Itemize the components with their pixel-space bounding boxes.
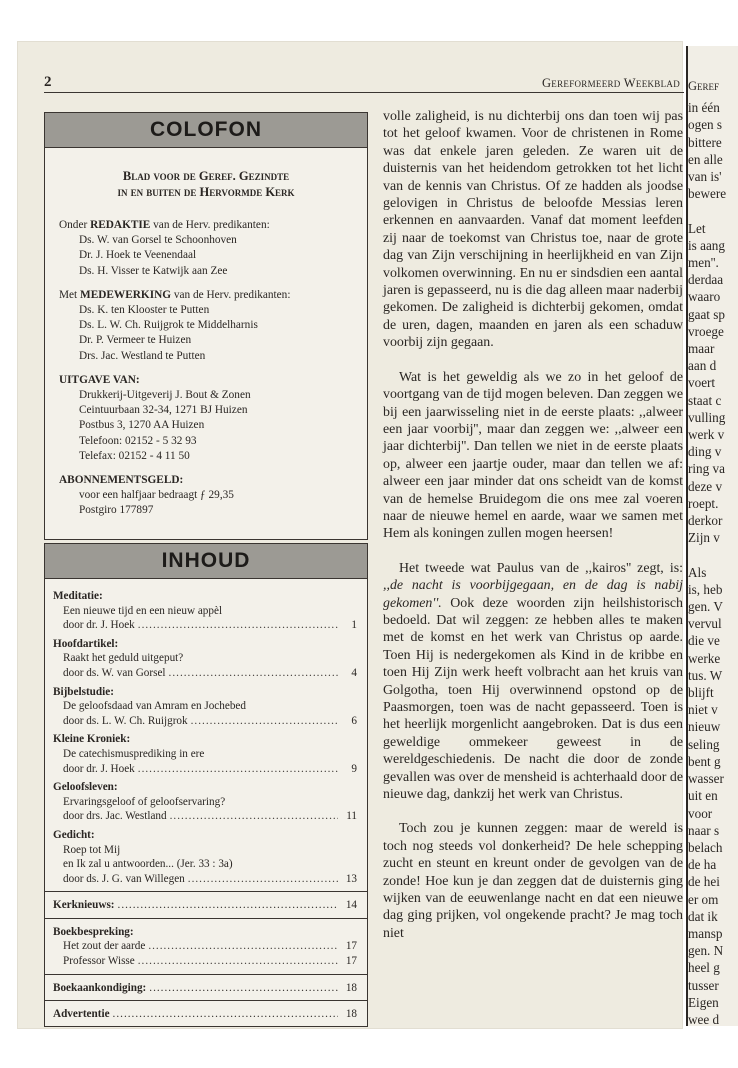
toc-section — [53, 589, 357, 633]
subscription-line: voor een halfjaar bedraagt ƒ 29,35 — [79, 489, 234, 502]
toc-entry[interactable] — [53, 939, 357, 954]
next-page-line: derkor — [688, 513, 723, 529]
next-page-line: Eigen — [688, 994, 719, 1010]
next-page-line: gen. V — [688, 599, 723, 615]
next-page-line: vulling — [688, 409, 726, 425]
next-page-line: er om — [688, 891, 719, 907]
toc-page: 6 — [351, 714, 357, 727]
subscription-line: Postgiro 177897 — [79, 504, 154, 517]
toc-section-title: Gedicht: — [53, 828, 95, 841]
toc-line: Het zout der aarde — [63, 940, 146, 953]
next-page-line: werke — [688, 650, 721, 666]
next-page-line: Zijn v — [688, 530, 720, 546]
next-page-line: Als — [688, 564, 707, 580]
toc-entry[interactable] — [53, 898, 357, 913]
leader-dots — [149, 981, 338, 996]
publisher-line: Telefax: 02152 - 4 11 50 — [79, 449, 190, 462]
next-page-line: bewere — [688, 186, 727, 202]
next-page-line: waaro — [688, 289, 721, 305]
toc-divider — [45, 974, 367, 975]
inhoud-box — [44, 543, 368, 1027]
next-page-line: ring va — [688, 461, 725, 477]
next-page-line: in één — [688, 100, 720, 116]
next-page-line: heel g — [688, 960, 720, 976]
next-page-line: gaat sp — [688, 306, 725, 322]
article-paragraph: Toch zou je kunnen zeggen: maar de wereld is toch nog steeds vol donkerheid? De hele schepping zucht en steunt en kreunt onder de gevolgen van de zonde! Hoe kun je dan zeggen dat de duisternis ging wijken van de eeuwenlange nacht en dat een nieuwe dag ging prijken, vol ongekende pracht? Je mag toch niet — [383, 821, 683, 941]
colofon-box — [44, 112, 368, 540]
toc-author: door dr. J. Hoek — [63, 619, 135, 632]
toc-section-title: Meditatie: — [53, 590, 103, 602]
contributor-name: Ds. L. W. Ch. Ruijgrok te Middelharnis — [79, 319, 258, 332]
toc-page: 18 — [345, 1008, 357, 1021]
intro-text: van de Herv. predikanten: — [150, 219, 270, 231]
toc-section-title: Boekaankondiging: — [53, 981, 147, 994]
next-page-line: voor — [688, 805, 713, 821]
next-page-line: wasser — [688, 771, 724, 787]
toc-entry[interactable] — [53, 666, 357, 681]
toc-entry[interactable] — [53, 762, 357, 777]
toc-page: 18 — [345, 981, 357, 994]
next-page-line: is, heb — [688, 581, 723, 597]
next-page-line: tusser — [688, 977, 719, 993]
intro-text: Met — [59, 288, 81, 301]
toc-section — [53, 828, 357, 886]
toc-line: Professor Wisse — [63, 955, 135, 968]
next-page-line: roept. — [688, 495, 719, 511]
subtitle-line: Blad voor de Geref. Gezindte — [122, 169, 290, 183]
publisher-line: Postbus 3, 1270 AA Huizen — [79, 419, 205, 432]
toc-page: 11 — [346, 810, 357, 823]
toc-page: 17 — [345, 940, 357, 953]
colofon-subtitle — [53, 168, 359, 200]
next-page-line: maar — [688, 341, 715, 357]
editor-name: Ds. W. van Gorsel te Schoonhoven — [79, 234, 237, 247]
medewerking-label: MEDEWERKING — [80, 288, 172, 301]
toc-line: en Ik zal u antwoorden... (Jer. 33 : 3a) — [63, 858, 233, 871]
next-page-line: bent g — [688, 753, 721, 769]
next-page-line: wee d — [688, 1011, 720, 1027]
leader-dots — [191, 714, 338, 729]
leader-dots — [170, 809, 338, 824]
next-page-line: bittere — [688, 134, 722, 150]
toc-page: 9 — [351, 762, 357, 775]
next-page-line: nieuw — [688, 719, 721, 735]
uitgave-block — [59, 373, 367, 464]
next-page-line: en alle — [688, 151, 723, 167]
leader-dots — [118, 898, 338, 913]
toc-entry[interactable] — [53, 618, 357, 633]
intro-text: van de Herv. predikanten: — [171, 288, 291, 301]
leader-dots — [138, 954, 338, 969]
next-page-line: mansp — [688, 925, 723, 941]
next-page-line: die ve — [688, 633, 720, 649]
toc-section-title: Bijbelstudie: — [53, 685, 114, 698]
toc-line: Een nieuwe tijd en een nieuw appèl — [63, 604, 223, 617]
toc-divider — [45, 918, 367, 919]
toc-section — [53, 780, 357, 824]
toc-section — [53, 732, 357, 776]
running-head: Gereformeerd Weekblad — [541, 76, 680, 90]
toc-author: door ds. J. G. van Willegen — [63, 872, 185, 885]
toc-section-title: Advertentie — [53, 1008, 110, 1021]
toc-page: 13 — [345, 872, 357, 885]
toc-section — [53, 685, 357, 729]
next-page-line: seling — [688, 736, 720, 752]
contributor-name: Dr. P. Vermeer te Huizen — [79, 334, 192, 347]
toc-entry[interactable] — [53, 714, 357, 729]
next-page-line: is aang — [688, 237, 725, 253]
next-page-line — [688, 202, 738, 219]
next-page-line: deze v — [688, 478, 723, 494]
toc-line: De geloofsdaad van Amram en Jochebed — [63, 700, 246, 713]
toc-divider — [45, 1000, 367, 1001]
toc-line: Roep tot Mij — [63, 843, 121, 856]
paragraph-text: Ook deze woorden zijn heilshistorisch bedoeld. Dat wil zeggen: ze hebben alles te maken met de komst en het werk van Christus op aarde. Toen Hij is nedergekomen als Kind in de kribbe en toen Hij Zijn werk heeft volbracht aan het kruis van Golgotha, toen Hij overwinnend opstond op de Paasmorgen, toen was de nacht gepasseerd. Toen is het heerlijk morgenlicht aangebroken. Dat is dus een geweldige ommekeer geweest in de wereldgeschiedenis. De nacht die door de zonde gevallen was over de mensheid is achterhaald door de nieuwe dag, dankzij het werk van Christus. — [383, 595, 683, 803]
page-number: 2 — [44, 74, 52, 90]
toc-section-title: Kerknieuws: — [53, 899, 115, 912]
next-page-fragment — [688, 78, 738, 1028]
toc-section — [53, 925, 357, 969]
toc-section-title: Kleine Kroniek: — [53, 733, 131, 746]
article-paragraph — [383, 560, 683, 804]
publisher-line: Ceintuurbaan 32-34, 1271 BJ Huizen — [79, 404, 248, 417]
editor-name: Dr. J. Hoek te Veenendaal — [79, 249, 197, 262]
next-page-line: de ha — [688, 857, 717, 873]
next-page-line: werk v — [688, 427, 725, 443]
redaktie-block — [59, 218, 367, 279]
article-paragraph: Wat is het geweldig als we zo in het geloof de voortgang van de tijd mogen beleven. Dan zeggen we bij een jaarwisseling niet in de eerste plaats: ,,alweer een jaar voorbij'', maar dan zeggen we: ,,alweer een jaar dichterbij''. Dan tellen we niet in de eerste plaats op, alweer een jaartje ouder, maar dan tellen we af: alweer een jaar minder dat ons scheidt van de komst van de hemelse Bruidegom die ons mee zal voeren naar de nieuwe hemel en aarde, waar we samen met Hem als koningen zullen mogen heersen! — [383, 369, 683, 542]
table-of-contents — [45, 579, 367, 1022]
toc-entry[interactable] — [53, 809, 357, 824]
next-page-line: de hei — [688, 874, 720, 890]
next-page-line: voert — [688, 375, 716, 391]
leader-dots — [138, 618, 338, 633]
toc-line: Raakt het geduld uitgeput? — [63, 652, 184, 665]
next-page-line: ogen s — [688, 117, 723, 133]
toc-author: door ds. L. W. Ch. Ruijgrok — [63, 714, 188, 727]
toc-page: 4 — [351, 666, 357, 679]
leader-dots — [188, 872, 338, 887]
toc-entry[interactable] — [53, 954, 357, 969]
toc-entry[interactable] — [53, 1007, 357, 1022]
next-page-line: blijft — [688, 685, 714, 701]
leader-dots — [148, 939, 338, 954]
redaktie-intro — [59, 218, 367, 233]
header-rule — [44, 92, 684, 93]
next-page-running-head: Geref — [688, 79, 720, 93]
next-page-line — [688, 546, 738, 563]
subtitle-line: in en buiten de Hervormde Kerk — [117, 185, 295, 199]
bible-quote: ,,de nacht is voorbijgegaan, en de dag is nabij gekomen''. — [383, 578, 683, 611]
abonnement-block — [59, 473, 367, 519]
redaktie-label: REDAKTIE — [90, 219, 151, 231]
toc-entry[interactable] — [53, 872, 357, 887]
uitgave-label: UITGAVE VAN: — [59, 373, 140, 386]
leader-dots — [138, 762, 338, 777]
next-page-line: men''. — [688, 255, 719, 271]
medewerking-block — [59, 288, 367, 364]
intro-text: Onder — [59, 219, 91, 231]
toc-author: door dr. J. Hoek — [63, 762, 135, 775]
medewerking-intro — [59, 288, 367, 303]
inhoud-title: INHOUD — [45, 544, 367, 579]
next-page-line: staat c — [688, 392, 722, 408]
toc-author: door ds. W. van Gorsel — [63, 666, 166, 679]
toc-page: 14 — [345, 899, 357, 912]
toc-section-title: Boekbespreking: — [53, 925, 134, 938]
next-page-line: naar s — [688, 822, 720, 838]
publisher-line: Telefoon: 02152 - 5 32 93 — [79, 434, 197, 447]
toc-page: 17 — [345, 955, 357, 968]
toc-entry[interactable] — [53, 981, 357, 996]
publisher-line: Drukkerij-Uitgeverij J. Bout & Zonen — [79, 389, 251, 402]
toc-line: De catechismusprediking in ere — [63, 747, 205, 760]
colofon-title: COLOFON — [45, 113, 367, 148]
next-page-line: vervul — [688, 616, 722, 632]
toc-section-title: Geloofsleven: — [53, 781, 118, 794]
next-page-line: uit en — [688, 788, 718, 804]
next-page-line: tus. W — [688, 667, 723, 683]
next-page-line: vroege — [688, 323, 724, 339]
abonnement-label: ABONNEMENTSGELD: — [59, 474, 184, 487]
toc-author: door drs. Jac. Westland — [63, 810, 167, 823]
paragraph-text: Het tweede wat Paulus van de ,,kairos'' zegt, is: — [399, 560, 683, 576]
contributor-name: Ds. K. ten Klooster te Putten — [79, 304, 210, 317]
next-page-line: niet v — [688, 702, 718, 718]
article-column — [383, 108, 683, 959]
next-page-line: van is' — [688, 169, 722, 185]
next-page-line: derdaa — [688, 272, 724, 288]
next-page-line: dat ik — [688, 908, 718, 924]
next-page-line: belach — [688, 839, 723, 855]
next-page-line: ding v — [688, 444, 722, 460]
leader-dots — [113, 1007, 338, 1022]
contributor-name: Drs. Jac. Westland te Putten — [79, 349, 206, 362]
editor-name: Ds. H. Visser te Katwijk aan Zee — [79, 264, 228, 277]
next-page-line: aan d — [688, 358, 717, 374]
toc-section-title: Hoofdartikel: — [53, 637, 119, 650]
leader-dots — [169, 666, 338, 681]
toc-divider — [45, 891, 367, 892]
article-paragraph: volle zaligheid, is nu dichterbij ons dan toen wij pas tot het geloof kwamen. Voor de christenen in Rome was dat enkele jaren geleden. Ze waren uit de duisternis van het heidendom getrokken tot het licht van de kennis van Christus. Of ze hadden als joodse gelovigen in Christus de beloofde Messias leren erkennen en aanvaarden. Vanaf dat moment leefden zij naar de toekomst van Christus toe, naar de grote dag van Zijn verschijning in heerlijkheid en van Zijn volkomen overwinning. En nu er sindsdien een aantal jaren is gepasseerd, nu is die dag alleen maar naderbij gekomen. De zaligheid is dichterbij gekomen, omdat de uren, dagen, maanden en jaren als een schaduw voorbij zijn gegaan. — [383, 109, 683, 351]
next-page-line: Let — [688, 220, 706, 236]
toc-line: Ervaringsgeloof of geloofservaring? — [63, 795, 226, 808]
toc-section — [53, 637, 357, 681]
toc-page: 1 — [351, 619, 357, 632]
next-page-line: gen. N — [688, 943, 724, 959]
